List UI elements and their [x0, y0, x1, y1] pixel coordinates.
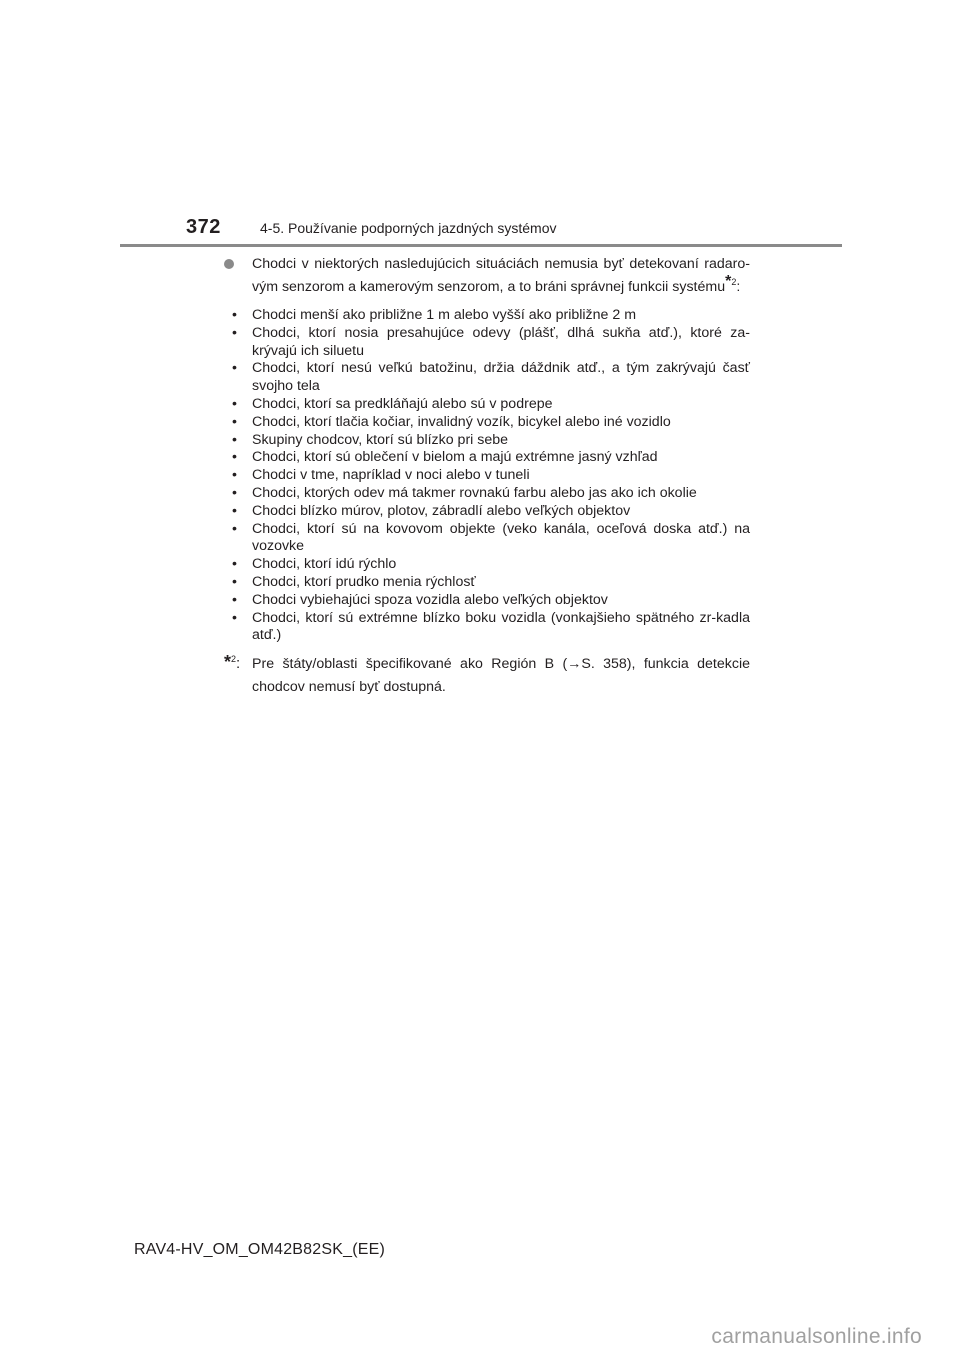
list-item	[224, 360, 750, 396]
page-header	[120, 214, 842, 246]
footnote-star: *	[224, 652, 232, 673]
main-content	[224, 255, 750, 699]
bullet-icon: •	[232, 573, 237, 590]
list-item	[224, 449, 750, 467]
header-divider	[120, 244, 842, 247]
bullet-icon: •	[232, 484, 237, 501]
list-item-text: Chodci, ktorých odev má takmer rovnakú farbu alebo jas ako ich okolie	[252, 484, 697, 501]
list-item-text: Chodci, ktorí idú rýchlo	[252, 556, 397, 573]
list-item-text: Chodci, ktorí nesú veľkú batožinu, držia dáždnik atď., a tým zakrývajú časť svojho tela	[252, 360, 750, 395]
bullet-icon: •	[232, 520, 237, 537]
bullet-icon: •	[232, 360, 237, 377]
list-item	[224, 432, 750, 450]
pedestrian-conditions-list	[224, 307, 750, 645]
intro-suffix: :	[736, 279, 741, 295]
list-item	[224, 574, 750, 592]
bullet-icon: •	[232, 556, 237, 573]
footnote-number: 2	[231, 654, 237, 665]
footnote-colon: :	[236, 655, 241, 673]
footnote-ref-mark: *	[725, 273, 732, 290]
bullet-icon: •	[232, 449, 237, 466]
list-item	[224, 556, 750, 574]
bullet-icon: •	[232, 307, 237, 323]
list-item-text: Chodci, ktorí sa predkláňajú alebo sú v podrepe	[252, 395, 553, 412]
bullet-icon: •	[232, 324, 237, 341]
list-item-text: Chodci, ktorí sú oblečení v bielom a majú extrémne jasný vzhľad	[252, 449, 658, 466]
list-item	[224, 396, 750, 414]
bullet-icon: •	[232, 413, 237, 430]
bullet-dot-icon	[224, 259, 234, 269]
intro-text: Chodci v niektorých nasledujúcich situáciách nemusia byť detekovaní radaro-vým senzorom a kamerovým senzorom, a to bráni správnej funkcii systému	[252, 256, 750, 295]
list-item-text: Chodci, ktorí nosia presahujúce odevy (plášť, dlhá sukňa atď.), ktoré za-krývajú ich siluetu	[252, 324, 750, 359]
bullet-icon: •	[232, 431, 237, 448]
section-title: 4-5. Používanie podporných jazdných systémov	[260, 220, 557, 236]
list-item-text: Chodci vybiehajúci spoza vozidla alebo veľkých objektov	[252, 591, 608, 608]
list-item-text: Chodci v tme, napríklad v noci alebo v tuneli	[252, 467, 530, 484]
list-item	[224, 503, 750, 521]
document-code: RAV4-HV_OM_OM42B82SK_(EE)	[134, 1241, 386, 1258]
footnote-ref-number: 2	[731, 277, 737, 287]
bullet-icon: •	[232, 502, 237, 519]
list-item	[224, 307, 750, 325]
list-item-text: Chodci menší ako približne 1 m alebo vyšší ako približne 2 m	[252, 307, 637, 323]
page-number: 372	[186, 216, 221, 238]
footnote	[224, 653, 750, 699]
bullet-icon: •	[232, 591, 237, 608]
footnote-marker	[224, 648, 240, 675]
list-item	[224, 414, 750, 432]
list-item	[224, 485, 750, 503]
list-item-text: Skupiny chodcov, ktorí sú blízko pri sebe	[252, 431, 509, 448]
list-item-text: Chodci blízko múrov, plotov, zábradlí alebo veľkých objektov	[252, 502, 631, 519]
list-item	[224, 592, 750, 610]
bullet-icon: •	[232, 395, 237, 412]
list-item	[224, 610, 750, 646]
list-item	[224, 467, 750, 485]
watermark-text: carmanualsonline.info	[711, 1325, 922, 1348]
bullet-icon: •	[232, 609, 237, 626]
list-item-text: Chodci, ktorí prudko menia rýchlosť	[252, 573, 476, 590]
intro-paragraph	[224, 255, 750, 296]
footnote-text: Pre štáty/oblasti špecifikované ako Región B (→S. 358), funkcia detekcie chodcov nemusí byť dostupná.	[252, 656, 750, 696]
list-item-text: Chodci, ktorí tlačia kočiar, invalidný vozík, bicykel alebo iné vozidlo	[252, 413, 671, 430]
list-item	[224, 325, 750, 361]
list-item-text: Chodci, ktorí sú na kovovom objekte (veko kanála, oceľová doska atď.) na vozovke	[252, 520, 750, 555]
bullet-icon: •	[232, 467, 237, 484]
list-item-text: Chodci, ktorí sú extrémne blízko boku vozidla (vonkajšieho spätného zr-kadla atď.)	[252, 609, 750, 644]
list-item	[224, 521, 750, 557]
